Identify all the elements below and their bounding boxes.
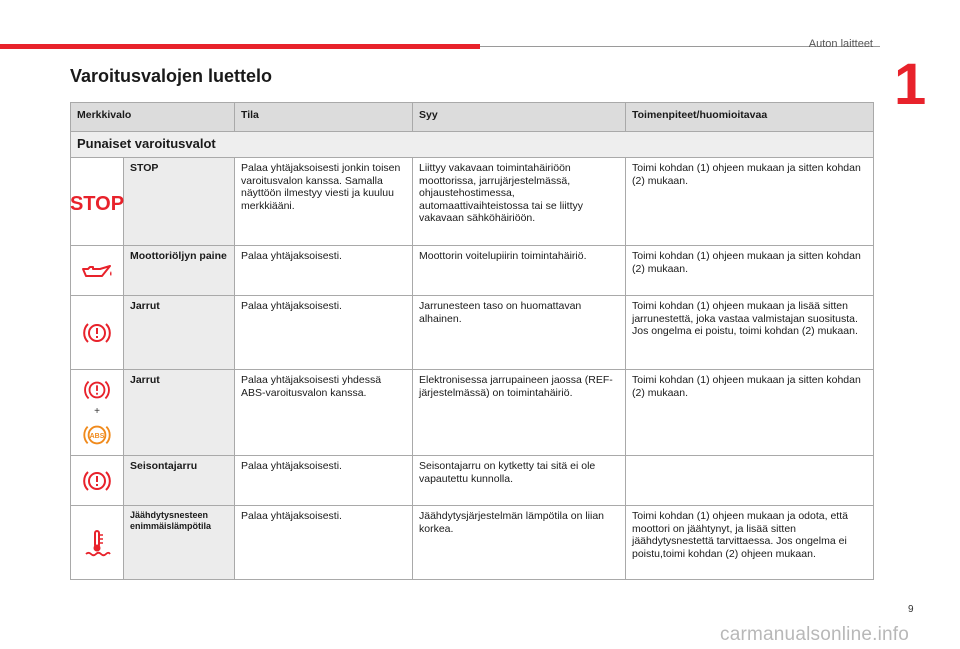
- table-row: [71, 158, 874, 246]
- syy-cell: Jarrunesteen taso on huomattavan alhainen.: [413, 296, 626, 370]
- abs-icon: [82, 421, 112, 449]
- parking-brake-icon: [82, 466, 112, 496]
- oil-can-icon: [80, 262, 114, 280]
- toimenpiteet-cell: Toimi kohdan (1) ohjeen mukaan ja sitten kohdan (2) mukaan.: [626, 370, 874, 456]
- indicator-cell: [71, 296, 124, 370]
- toimenpiteet-cell: Toimi kohdan (1) ohjeen mukaan ja sitten kohdan (2) mukaan.: [626, 246, 874, 296]
- section-row: [71, 132, 874, 158]
- table-row: [71, 370, 874, 456]
- page-title: Varoitusvalojen luettelo: [70, 66, 273, 86]
- table-row: [71, 506, 874, 580]
- indicator-name: Jarrut: [124, 370, 235, 456]
- indicator-cell: [71, 506, 124, 580]
- syy-cell: Elektronisessa jarrupaineen jaossa (REF-järjestelmässä) on toimintahäiriö.: [413, 370, 626, 456]
- column-header-merkkivalo: Merkkivalo: [71, 103, 235, 132]
- indicator-cell: [71, 370, 124, 456]
- tila-cell: Palaa yhtäjaksoisesti.: [235, 506, 413, 580]
- section-title: Punaiset varoitusvalot: [71, 132, 874, 158]
- table-row: [71, 246, 874, 296]
- column-header-toimenpiteet: Toimenpiteet/huomioitavaa: [626, 103, 874, 132]
- chapter-number: 1: [894, 52, 927, 117]
- page-number: 9: [908, 604, 914, 615]
- tila-cell: Palaa yhtäjaksoisesti.: [235, 456, 413, 506]
- tila-cell: Palaa yhtäjaksoisesti.: [235, 296, 413, 370]
- indicator-cell: [71, 456, 124, 506]
- indicator-cell: [71, 158, 124, 246]
- toimenpiteet-cell: Toimi kohdan (1) ohjeen mukaan ja lisää sitten jarrunestettä, joka vastaa valmistajan suositusta. Jos ongelma ei poistu, toimi kohdan (2) mukaan.: [626, 296, 874, 370]
- tila-cell: Palaa yhtäjaksoisesti.: [235, 246, 413, 296]
- plus-sign: +: [94, 406, 100, 418]
- tila-cell: Palaa yhtäjaksoisesti yhdessä ABS-varoitusvalon kanssa.: [235, 370, 413, 456]
- table-row: [71, 456, 874, 506]
- toimenpiteet-cell: Toimi kohdan (1) ohjeen mukaan ja odota, että moottori on jäähtynyt, ja lisää sitten jäähdytysnestettä tarvittaessa. Jos ongelma ei poistu,toimi kohdan (2) ohjeen mukaan.: [626, 506, 874, 580]
- stop-icon: [69, 191, 125, 215]
- table-header-row: [71, 103, 874, 132]
- svg-text:ABS: ABS: [89, 432, 105, 440]
- coolant-temperature-icon: [82, 528, 112, 558]
- indicator-name: Seisontajarru: [124, 456, 235, 506]
- indicator-name: STOP: [124, 158, 235, 246]
- syy-cell: Moottorin voitelupiirin toimintahäiriö.: [413, 246, 626, 296]
- indicator-cell: [71, 246, 124, 296]
- syy-cell: Jäähdytysjärjestelmän lämpötila on liian korkea.: [413, 506, 626, 580]
- tila-cell: Palaa yhtäjaksoisesti jonkin toisen varoitusvalon kanssa. Samalla näyttöön ilmestyy viesti ja kuuluu merkkiääni.: [235, 158, 413, 246]
- indicator-name: Jäähdytysnesteen enimmäislämpötila: [124, 506, 235, 580]
- table-row: [71, 296, 874, 370]
- section-label: Auton laitteet: [808, 38, 873, 50]
- warning-lights-table: [70, 102, 874, 580]
- brake-warning-icon: [82, 318, 112, 348]
- column-header-syy: Syy: [413, 103, 626, 132]
- indicator-name: Jarrut: [124, 296, 235, 370]
- column-header-tila: Tila: [235, 103, 413, 132]
- watermark: carmanualsonline.info: [720, 624, 910, 645]
- toimenpiteet-cell: Toimi kohdan (1) ohjeen mukaan ja sitten kohdan (2) mukaan.: [626, 158, 874, 246]
- syy-cell: Seisontajarru on kytketty tai sitä ei ole vapautettu kunnolla.: [413, 456, 626, 506]
- brake-warning-icon: [82, 376, 112, 404]
- indicator-name: Moottoriöljyn paine: [124, 246, 235, 296]
- svg-text:STOP: STOP: [69, 192, 125, 215]
- syy-cell: Liittyy vakavaan toimintahäiriöön moottorissa, jarrujärjestelmässä, ohjaustehostimessa, automaattivaihteistossa tai se liittyy vakavaan sähköhäiriöön.: [413, 158, 626, 246]
- header-accent-bar: [0, 44, 480, 49]
- toimenpiteet-cell: [626, 456, 874, 506]
